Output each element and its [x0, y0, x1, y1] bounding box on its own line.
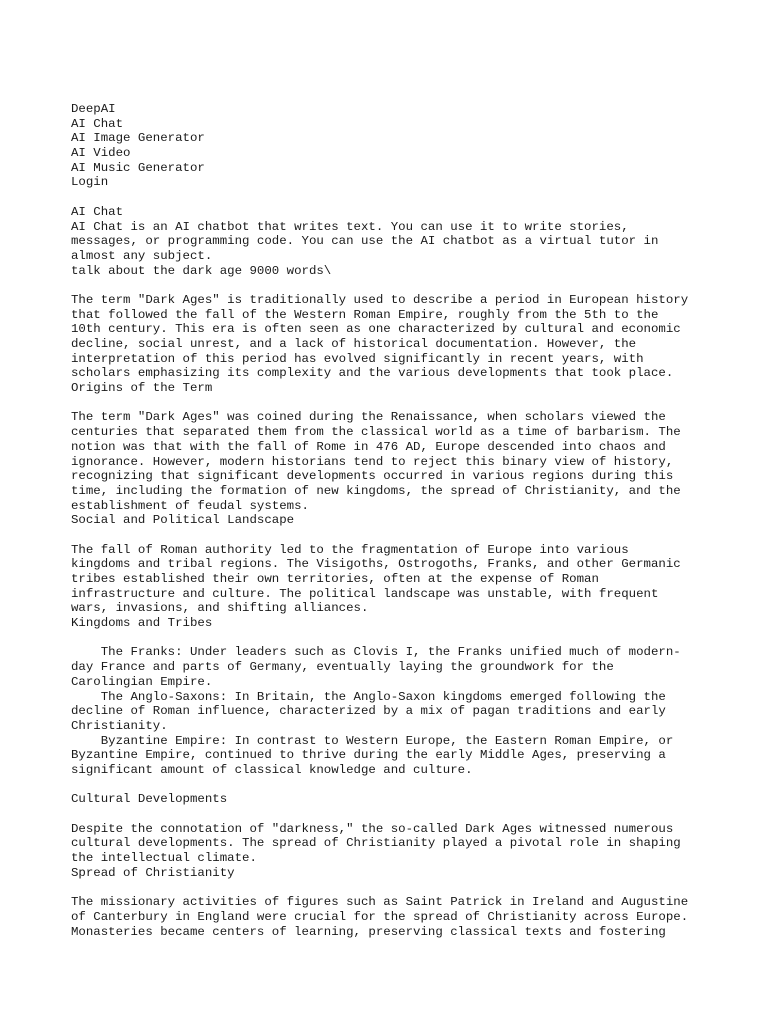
- list-item: The Franks: Under leaders such as Clovis I, the Franks unified much of modern-: [71, 645, 681, 660]
- section-heading: Origins of the Term: [71, 381, 213, 396]
- list-item: significant amount of classical knowledge and culture.: [71, 762, 473, 777]
- page-description: [71, 220, 711, 264]
- text-line: wars, invasions, and shifting alliances.: [71, 601, 369, 616]
- text-line: The term "Dark Ages" was coined during the Renaissance, when scholars viewed the: [71, 410, 666, 425]
- text-line: centuries that separated them from the classical world as a time of barbarism. The: [71, 425, 681, 440]
- text-line: of Canterbury in England were crucial for the spread of Christianity across Europe.: [71, 909, 689, 924]
- text-line: Despite the connotation of "darkness," the so-called Dark Ages witnessed numerous: [71, 821, 674, 836]
- text-line: the intellectual climate.: [71, 851, 257, 866]
- top-nav: [71, 102, 711, 190]
- section-heading: Kingdoms and Tribes: [71, 616, 213, 631]
- text-line: establishment of feudal systems.: [71, 498, 309, 513]
- text-line: tribes established their own territories, often at the expense of Roman: [71, 572, 599, 586]
- response-paragraph: [71, 895, 711, 939]
- brand-link[interactable]: DeepAI: [71, 102, 116, 116]
- list-item: Byzantine Empire: In contrast to Western Europe, the Eastern Roman Empire, or: [71, 733, 674, 748]
- page-title: AI Chat: [71, 204, 124, 219]
- list-item: decline of Roman influence, characterized by a mix of pagan traditions and early: [71, 704, 666, 719]
- text-line: notion was that with the fall of Rome in 476 AD, Europe descended into chaos and: [71, 439, 666, 454]
- nav-ai-chat-link[interactable]: AI Chat: [71, 116, 124, 131]
- text-line: Monasteries became centers of learning, preserving classical texts and fostering: [71, 924, 666, 939]
- text-line: kingdoms and tribal regions. The Visigoths, Ostrogoths, Franks, and other Germanic: [71, 557, 681, 572]
- section-heading: Cultural Developments: [71, 792, 228, 807]
- description-line: messages, or programming code. You can use the AI chatbot as a virtual tutor in: [71, 234, 659, 249]
- text-line: time, including the formation of new kingdoms, the spread of Christianity, and the: [71, 483, 681, 498]
- text-line: that followed the fall of the Western Roman Empire, roughly from the 5th to the: [71, 307, 659, 322]
- text-line: 10th century. This era is often seen as one characterized by cultural and economic: [71, 322, 681, 337]
- nav-ai-image-generator-link[interactable]: AI Image Generator: [71, 131, 205, 146]
- user-prompt-message: talk about the dark age 9000 words\: [71, 263, 332, 278]
- text-line: The fall of Roman authority led to the fragmentation of Europe into various: [71, 542, 629, 557]
- description-line: almost any subject.: [71, 248, 213, 263]
- text-line: decline, social unrest, and a lack of historical documentation. However, the: [71, 337, 637, 351]
- text-line: interpretation of this period has evolved significantly in recent years, with: [71, 351, 644, 366]
- text-line: infrastructure and culture. The political landscape was unstable, with frequent: [71, 586, 659, 601]
- list-item: The Anglo-Saxons: In Britain, the Anglo-Saxon kingdoms emerged following the: [71, 689, 666, 704]
- nav-ai-video-link[interactable]: AI Video: [71, 146, 131, 161]
- list-item: Byzantine Empire, continued to thrive during the early Middle Ages, preserving a: [71, 748, 666, 763]
- description-line: AI Chat is an AI chatbot that writes text. You can use it to write stories,: [71, 219, 629, 234]
- section-heading: Social and Political Landscape: [71, 513, 295, 528]
- ai-response: [71, 293, 711, 939]
- text-line: recognizing that significant developments occurred in various regions during this: [71, 469, 674, 484]
- kingdoms-list: [71, 645, 711, 777]
- intro-section: [71, 205, 711, 278]
- response-paragraph: [71, 822, 711, 866]
- login-link[interactable]: Login: [71, 175, 109, 190]
- response-paragraph: [71, 293, 711, 381]
- list-item: day France and parts of Germany, eventually laying the groundwork for the: [71, 660, 614, 675]
- text-line: The term "Dark Ages" is traditionally used to describe a period in European history: [71, 292, 689, 307]
- text-line: scholars emphasizing its complexity and the various developments that took place.: [71, 366, 674, 381]
- nav-ai-music-generator-link[interactable]: AI Music Generator: [71, 160, 205, 175]
- text-line: The missionary activities of figures such as Saint Patrick in Ireland and Augustine: [71, 895, 689, 910]
- list-item: Carolingian Empire.: [71, 674, 213, 689]
- text-line: cultural developments. The spread of Christianity played a pivotal role in shaping: [71, 836, 681, 851]
- response-paragraph: [71, 410, 711, 513]
- text-line: ignorance. However, modern historians tend to reject this binary view of history,: [71, 454, 674, 469]
- response-paragraph: [71, 543, 711, 616]
- list-item: Christianity.: [71, 718, 168, 733]
- section-heading: Spread of Christianity: [71, 865, 235, 880]
- page-content: [71, 102, 711, 939]
